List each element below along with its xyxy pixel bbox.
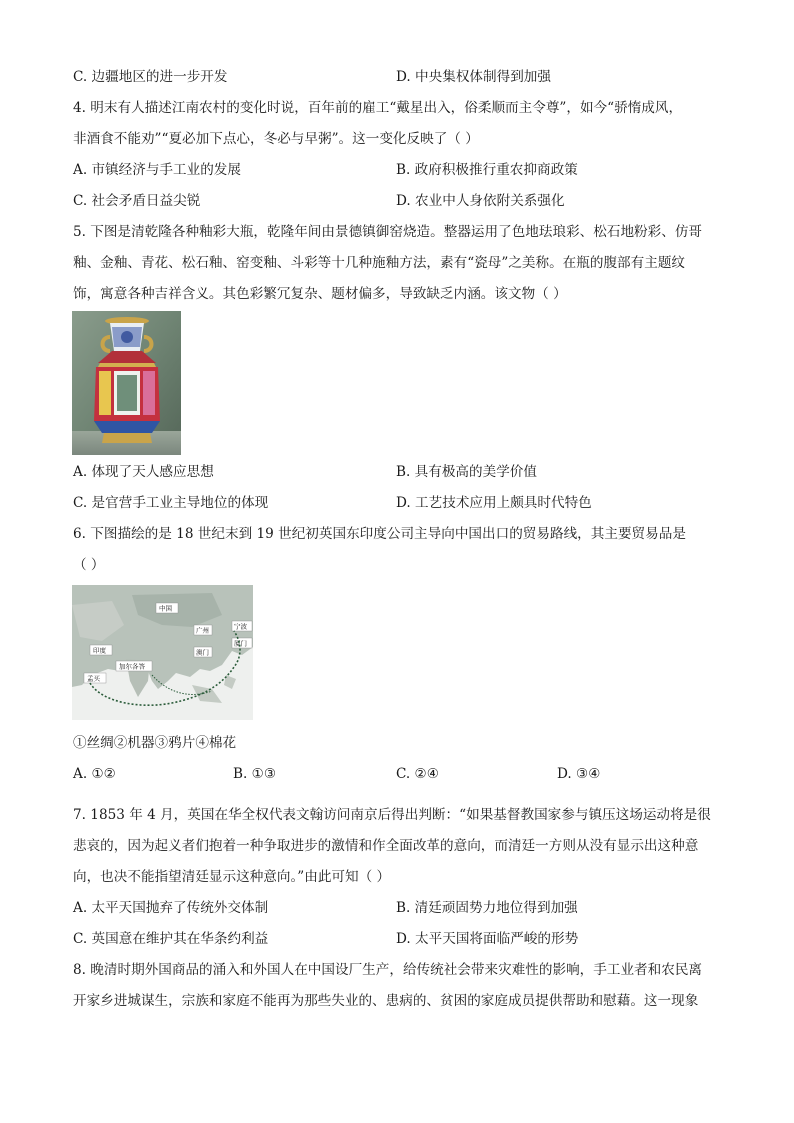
q7-option-a: A. 太平天国抛弃了传统外交体制 [73, 900, 269, 916]
map-label-ningbo: 宁波 [234, 622, 247, 631]
q4-option-c: C. 社会矛盾日益尖锐 [73, 193, 201, 209]
q4-option-b: B. 政府积极推行重农抑商政策 [396, 162, 578, 178]
q7-stem-line-2: 悲哀的，因为起义者们抱着一种争取进步的激情和作全面改革的意向，而清廷一方则从没有显示出这种意 [73, 838, 699, 854]
q8-stem-line-1: 8. 晚清时期外国商品的涌入和外国人在中国设厂生产，给传统社会带来灾难性的影响，手工业者和农民离 [73, 962, 703, 978]
q7-option-c: C. 英国意在维护其在华条约利益 [73, 931, 269, 947]
q6-option-d: D. ③④ [557, 766, 601, 782]
q4-stem-line-1: 4. 明末有人描述江南农村的变化时说，百年前的雇工“戴星出入，俗柔顺而主令尊”，如今“骄惰成风， [73, 100, 683, 116]
q5-option-a: A. 体现了天人感应思想 [73, 464, 214, 480]
q6-option-c: C. ②④ [396, 766, 439, 782]
map-label-guangzhou: 广州 [196, 626, 209, 635]
q7-stem-line-3: 向，也决不能指望清廷显示这种意向。”由此可知（ ） [73, 869, 391, 885]
q6-option-a: A. ①② [73, 766, 116, 782]
vase-photo [72, 311, 181, 455]
q6-stem-line-2: （ ） [73, 557, 105, 573]
q5-stem-line-1: 5. 下图是清乾隆各种釉彩大瓶，乾隆年间由景德镇御窑烧造。整器运用了色地珐琅彩、松石地粉彩、仿哥 [73, 224, 703, 240]
map-label-calcutta: 加尔各答 [119, 662, 145, 671]
q4-option-d: D. 农业中人身依附关系强化 [396, 193, 565, 209]
map-label-xiamen: 厦门 [234, 639, 247, 648]
map-label-bombay: 孟买 [87, 674, 100, 683]
q3-option-d: D. 中央集权体制得到加强 [396, 69, 551, 85]
q7-stem-line-1: 7. 1853 年 4 月，英国在华全权代表文翰访问南京后得出判断：“如果基督教国家参与镇压这场运动将是很 [73, 807, 711, 823]
map-label-macau: 澳门 [196, 648, 209, 657]
q4-stem-line-2: 非酒食不能劝”“夏必加下点心，冬必与早粥”。这一变化反映了（ ） [73, 131, 479, 147]
q5-option-b: B. 具有极高的美学价值 [396, 464, 537, 480]
q8-stem-line-2: 开家乡进城谋生，宗族和家庭不能再为那些失业的、患病的、贫困的家庭成员提供帮助和慰藉。这一现象 [73, 993, 699, 1009]
q3-option-c: C. 边疆地区的进一步开发 [73, 69, 228, 85]
q6-option-b: B. ①③ [233, 766, 277, 782]
q6-items: ①丝绸②机器③鸦片④棉花 [73, 735, 237, 751]
q4-option-a: A. 市镇经济与手工业的发展 [73, 162, 241, 178]
trade-route-map [72, 585, 253, 720]
map-label-india: 印度 [93, 646, 106, 655]
q7-option-d: D. 太平天国将面临严峻的形势 [396, 931, 579, 947]
q7-option-b: B. 清廷顽固势力地位得到加强 [396, 900, 578, 916]
q6-stem-line-1: 6. 下图描绘的是 18 世纪末到 19 世纪初英国东印度公司主导向中国出口的贸易路线，其主要贸易品是 [73, 526, 686, 542]
q5-stem-line-2: 釉、金釉、青花、松石釉、窑变釉、斗彩等十几种施釉方法，素有“瓷母”之美称。在瓶的腹部有主题纹 [73, 255, 686, 271]
q5-stem-line-3: 饰，寓意各种吉祥含义。其色彩繁冗复杂、题材偏多，导致缺乏内涵。该文物（ ） [73, 286, 567, 302]
q5-option-d: D. 工艺技术应用上颇具时代特色 [396, 495, 592, 511]
map-label-china: 中国 [159, 604, 172, 613]
q5-option-c: C. 是官营手工业主导地位的体现 [73, 495, 269, 511]
